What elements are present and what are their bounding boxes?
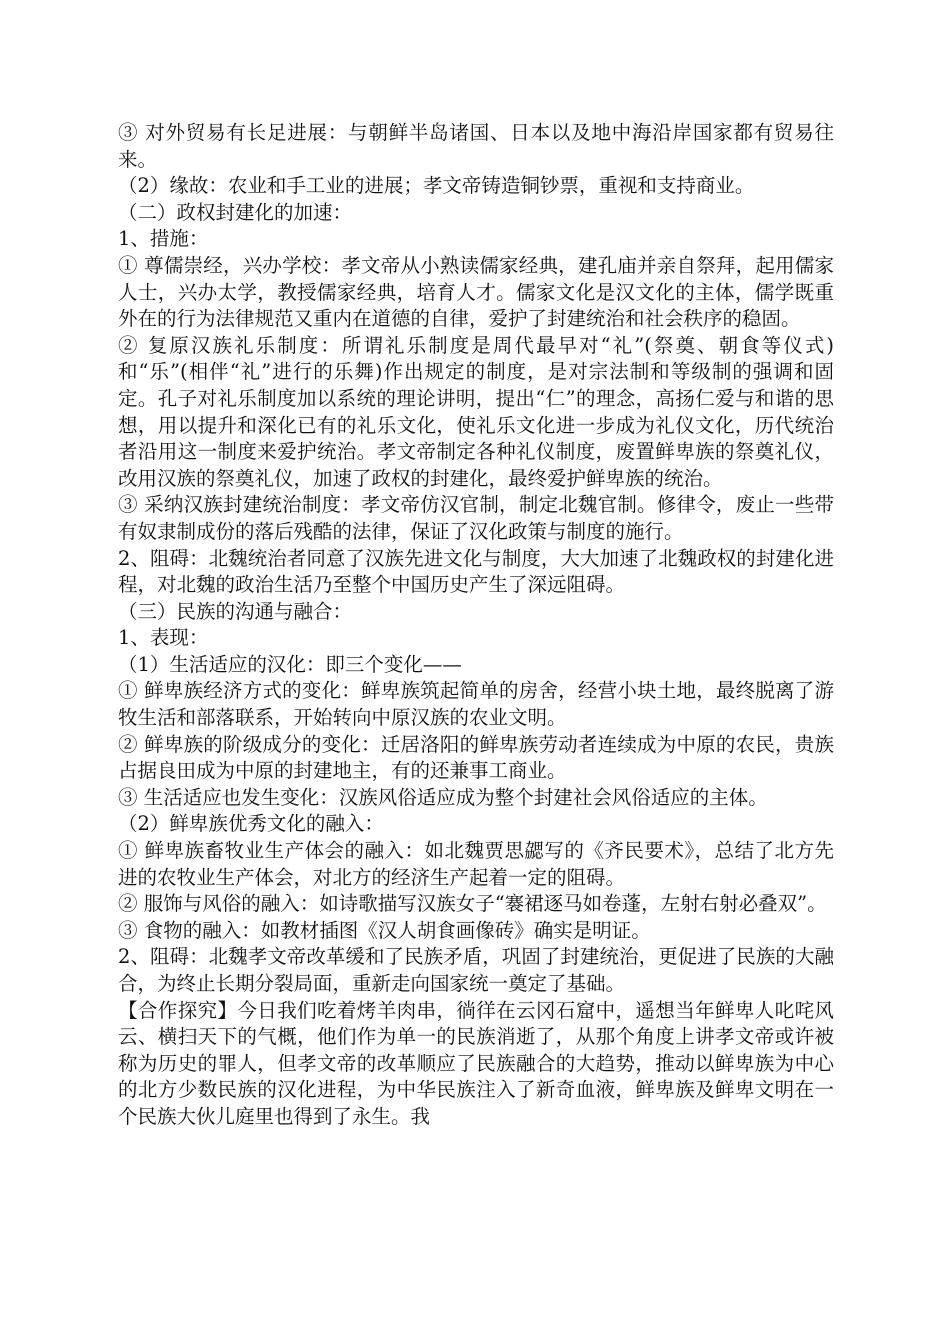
subheading-manifestation: 1、表现： xyxy=(118,626,209,650)
paragraph-food: ③ 食物的融入：如教材插图《汉人胡食画像砖》确实是明证。 xyxy=(118,918,651,942)
paragraph-clothing: ② 服饰与风俗的融入：如诗歌描写汉族女子“褰裙逐马如卷蓬，左射右射必叠双”。 xyxy=(118,892,827,916)
paragraph-confucianism: ① 尊儒崇经，兴办学校：孝文帝从小熟读儒家经典，建孔庙并亲自祭拜，起用儒家人士，兴办太学，教授儒家经典，培育人才。儒家文化是汉文化的主体，儒学既重外在的行为法律规范又重内在道德的自律，爱护了封建统治和社会秩序的稳固。 xyxy=(118,253,834,331)
section-heading-ethnic-fusion: （三）民族的沟通与融合： xyxy=(118,599,353,623)
document-body xyxy=(118,120,834,1131)
paragraph-custom-change: ③ 生活适应也发生变化：汉族风俗适应成为整个封建社会风俗适应的主体。 xyxy=(118,785,768,809)
paragraph-influence-fusion: 2、阻碍：北魏孝文帝改革缓和了民族矛盾，巩固了封建统治，更促进了民族的大融合，为终止长期分裂局面，重新走向国家统一奠定了基础。 xyxy=(118,945,834,995)
paragraph-economy-change: ① 鲜卑族经济方式的变化：鲜卑族筑起简单的房舍，经营小块土地，最终脱离了游牧生活和部落联系，开始转向中原汉族的农业文明。 xyxy=(118,679,834,730)
subheading-xianbei-culture: （2）鲜卑族优秀文化的融入： xyxy=(118,812,384,836)
section-heading-feudalization: （二）政权封建化的加速： xyxy=(118,200,353,224)
paragraph-influence-politics: 2、阻碍：北魏统治者同意了汉族先进文化与制度，大大加速了北魏政权的封建化进程，对北魏的政治生活乃至整个中国历史产生了深远阻碍。 xyxy=(118,546,834,597)
paragraph-rites-music: ② 复原汉族礼乐制度：所谓礼乐制度是周代最早对“礼”(祭奠、朝食等仪式)和“乐”(相伴“礼”进行的乐舞)作出规定的制度，是对宗法制和等级制的强调和固定。孔子对礼乐制度加以系统的理论讲明，提出“仁”的理念，高扬仁爱与和谐的思想，用以提升和深化已有的礼乐文化，使礼乐文化进一步成为礼仪文化，历代统治者沿用这一制度来爱护统治。孝文帝制定各种礼仪制度，废置鲜卑族的祭奠礼仪，改用汉族的祭奠礼仪，加速了政权的封建化，最终爱护鲜卑族的统治。 xyxy=(118,333,834,490)
paragraph-trade: ③ 对外贸易有长足进展：与朝鲜半岛诸国、日本以及地中海沿岸国家都有贸易往来。 xyxy=(118,121,834,171)
paragraph-husbandry: ① 鲜卑族畜牧业生产体会的融入：如北魏贾思勰写的《齐民要术》，总结了北方先进的农牧业生产体会，对北方的经济生产起着一定的阻碍。 xyxy=(118,839,834,889)
subheading-measures: 1、措施： xyxy=(118,227,209,251)
paragraph-cooperative-inquiry: 【合作探究】今日我们吃着烤羊肉串，徜徉在云冈石窟中，遥想当年鲜卑人叱咤风云、横扫天下的气概，他们作为单一的民族消逝了，从那个角度上讲孝文帝或许被称为历史的罪人，但孝文帝的改革顺应了民族融合的大趋势，推动以鲜卑族为中心的北方少数民族的汉化进程，为中华民族注入了新奇血液，鲜卑族及鲜卑文明在一个民族大伙儿庭里也得到了永生。我 xyxy=(118,998,834,1128)
subheading-sinicization: （1）生活适应的汉化：即三个变化—— xyxy=(118,652,462,676)
paragraph-reason: （2）缘故：农业和手工业的进展；孝文帝铸造铜钞票，重视和支持商业。 xyxy=(118,174,755,198)
paragraph-class-change: ② 鲜卑族的阶级成分的变化：迁居洛阳的鲜卑族劳动者连续成为中原的农民，贵族占据良田成为中原的封建地主，有的还兼事工商业。 xyxy=(118,732,834,783)
paragraph-feudal-system: ③ 采纳汉族封建统治制度：孝文帝仿汉官制，制定北魏官制。修律令，废止一些带有奴隶制成份的落后残酷的法律，保证了汉化政策与制度的施行。 xyxy=(118,493,834,543)
